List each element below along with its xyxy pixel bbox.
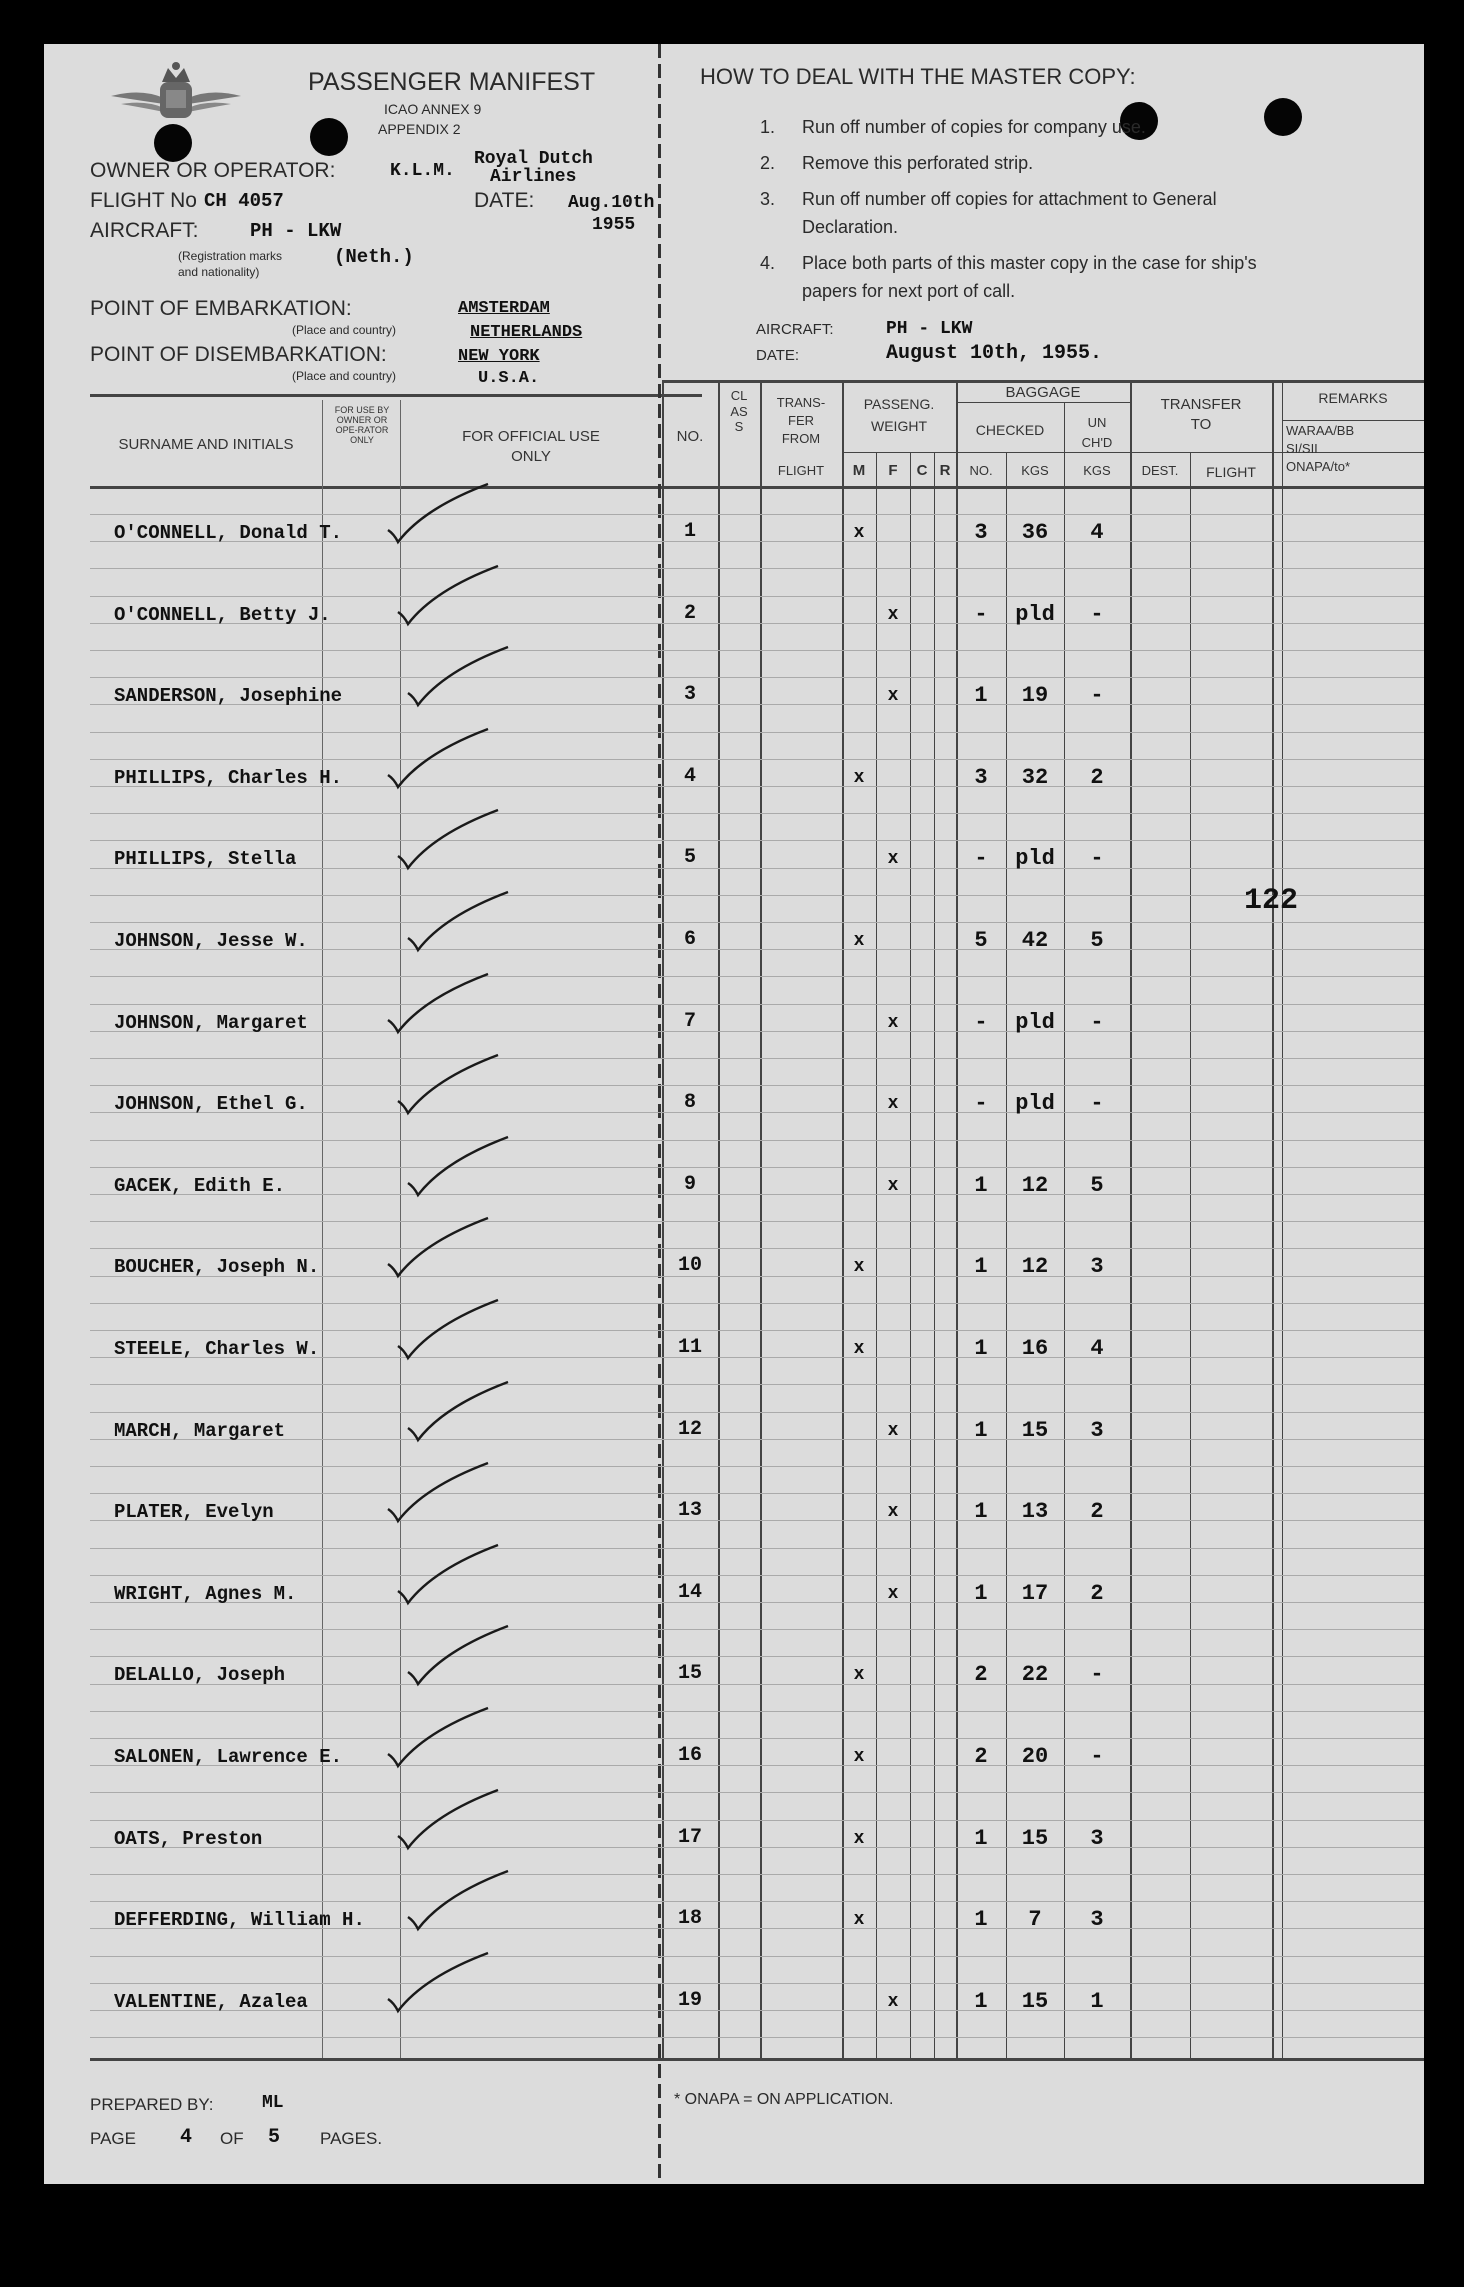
unchecked-kgs: - — [1090, 1662, 1104, 1688]
col-divider — [322, 400, 323, 2058]
ruled-line — [90, 1085, 1424, 1086]
check-mark — [404, 1620, 514, 1690]
weight-mark: x — [887, 1583, 899, 1604]
header-unchecked-kgs: KGS — [1083, 463, 1111, 478]
ruled-line — [90, 840, 1424, 841]
col-divider — [718, 380, 720, 2058]
date-value: Aug.10th — [568, 193, 655, 213]
checked-kgs: 15 — [1021, 1825, 1049, 1851]
ruled-line — [90, 1792, 1424, 1793]
owner-value: K.L.M. — [390, 161, 455, 181]
header-baggage: BAGGAGE — [1005, 384, 1081, 401]
ruled-line — [90, 1330, 1424, 1331]
unchecked-kgs: 4 — [1090, 520, 1104, 545]
col-divider — [910, 452, 911, 2058]
ruled-line — [90, 1820, 1424, 1821]
page-number: 4 — [180, 2126, 193, 2149]
passenger-number: 16 — [677, 1744, 702, 1767]
check-mark — [394, 1049, 504, 1119]
checked-kgs: 32 — [1021, 764, 1049, 790]
embarkation-label: POINT OF EMBARKATION: — [90, 297, 352, 320]
aircraft-value-right: PH - LKW — [886, 319, 973, 339]
ruled-line — [90, 1194, 1424, 1195]
weight-mark: x — [887, 1094, 899, 1115]
checked-kgs: 12 — [1021, 1254, 1049, 1280]
checked-bags: 3 — [974, 520, 988, 545]
passenger-name: SALONEN, Lawrence E. — [114, 1746, 343, 1768]
passenger-name: STEELE, Charles W. — [114, 1338, 320, 1360]
header-dest: DEST. — [1141, 463, 1179, 478]
ruled-line — [90, 1738, 1424, 1739]
instruction-4-num: 4. — [760, 253, 776, 273]
ruled-line — [90, 1575, 1424, 1576]
header-transfer-from-4: FLIGHT — [777, 463, 825, 478]
passenger-name: JOHNSON, Ethel G. — [114, 1093, 308, 1116]
header-transfer-from-3: FROM — [781, 431, 821, 446]
col-divider — [760, 380, 762, 2058]
ruled-line — [90, 1439, 1424, 1440]
check-mark — [404, 1865, 514, 1935]
check-mark — [384, 968, 494, 1038]
checked-bags: 2 — [974, 1662, 988, 1688]
header-c: C — [916, 462, 928, 479]
check-mark — [404, 1131, 514, 1201]
col-divider — [1190, 452, 1191, 2058]
passenger-name: JOHNSON, Margaret — [114, 1011, 308, 1034]
checked-bags: 1 — [974, 683, 988, 709]
checked-kgs: 12 — [1021, 1172, 1049, 1198]
header-remarks-3: SI/SII — [1286, 441, 1318, 456]
checked-bags: 1 — [974, 1172, 988, 1198]
registration-note: (Registration marks — [178, 249, 283, 263]
header-no: NO. — [676, 428, 704, 445]
ruled-line — [90, 1711, 1424, 1712]
instructions-title: HOW TO DEAL WITH THE MASTER COPY: — [700, 64, 1136, 89]
header-bottom-rule — [90, 486, 1424, 489]
header-class: CLASS — [730, 388, 748, 435]
flight-value: CH 4057 — [204, 190, 284, 212]
embarkation-country: NETHERLANDS — [470, 323, 583, 342]
perforation-line — [658, 44, 661, 2184]
ruled-line — [90, 895, 1424, 896]
ruled-line — [90, 922, 1424, 923]
passenger-name: O'CONNELL, Donald T. — [114, 522, 343, 544]
ruled-line — [90, 1901, 1424, 1902]
weight-mark: x — [887, 1502, 899, 1523]
check-mark — [394, 560, 504, 630]
ruled-line — [90, 650, 1424, 651]
col-divider — [1282, 380, 1283, 2058]
instruction-1: Run off number of copies for company use. — [802, 117, 1146, 137]
header-remarks: REMARKS — [1318, 390, 1388, 406]
passenger-number: 2 — [683, 601, 696, 625]
check-mark — [394, 1294, 504, 1364]
ruled-line — [90, 1058, 1424, 1059]
ruled-line — [90, 677, 1424, 678]
checked-kgs: pld — [1015, 846, 1055, 872]
checked-bags: - — [974, 1009, 988, 1035]
passenger-name: O'CONNELL, Betty J. — [114, 603, 331, 626]
weight-mark: x — [887, 604, 899, 625]
col-divider — [956, 380, 958, 2058]
checked-kgs: 13 — [1021, 1499, 1049, 1525]
weight-mark: x — [887, 849, 899, 870]
unchecked-kgs: - — [1090, 1009, 1104, 1035]
aircraft-label-right: AIRCRAFT: — [756, 321, 834, 338]
punch-hole — [1264, 98, 1302, 136]
passenger-name: BOUCHER, Joseph N. — [114, 1256, 320, 1279]
checked-bags: 1 — [974, 1988, 988, 2014]
passenger-number: 13 — [677, 1499, 702, 1523]
passenger-name: VALENTINE, Azalea — [114, 1990, 308, 2013]
header-passenger-weight-2: WEIGHT — [871, 418, 927, 434]
checked-kgs: 19 — [1021, 683, 1049, 709]
ruled-line — [90, 1303, 1424, 1304]
disembarkation-place: NEW YORK — [458, 347, 540, 366]
instruction-3-cont: Declaration. — [802, 217, 899, 237]
passenger-name: GACEK, Edith E. — [114, 1174, 286, 1197]
unchecked-kgs: 5 — [1090, 1172, 1104, 1198]
checked-bags: 3 — [974, 764, 988, 790]
passenger-number: 10 — [677, 1254, 702, 1278]
instruction-3-num: 3. — [760, 189, 776, 209]
onapa-note: * ONAPA = ON APPLICATION. — [674, 2091, 894, 2108]
unchecked-kgs: 2 — [1090, 1580, 1104, 1606]
checked-kgs: 17 — [1021, 1580, 1049, 1606]
unchecked-kgs: 2 — [1090, 1499, 1104, 1525]
unchecked-kgs: 5 — [1090, 928, 1104, 953]
weight-mark: x — [853, 1339, 865, 1359]
checked-bags: 1 — [974, 1417, 988, 1443]
header-flight: FLIGHT — [1206, 464, 1256, 480]
check-mark — [404, 886, 514, 956]
header-transfer-from: TRANS- — [776, 395, 826, 410]
checked-kgs: 36 — [1021, 520, 1049, 545]
owner-value-line1: Royal Dutch — [474, 149, 593, 169]
prepared-by-label: PREPARED BY: — [90, 2095, 214, 2114]
header-passenger-weight: PASSENG. — [863, 396, 935, 412]
checked-bags: - — [974, 846, 988, 872]
ruled-line — [90, 1140, 1424, 1141]
ruled-line — [90, 1656, 1424, 1657]
unchecked-kgs: 2 — [1090, 764, 1104, 790]
header-remarks-4: ONAPA/to* — [1286, 459, 1351, 474]
check-mark — [404, 1376, 514, 1446]
check-mark — [384, 1212, 494, 1282]
weight-mark: x — [887, 686, 899, 707]
ruled-line — [90, 976, 1424, 977]
punch-hole — [310, 118, 348, 156]
weight-mark: x — [853, 767, 865, 788]
passenger-number: 7 — [683, 1009, 696, 1033]
passenger-number: 4 — [683, 764, 696, 788]
header-sub-rule — [1282, 420, 1424, 421]
ruled-line — [90, 1412, 1424, 1413]
ruled-line — [90, 568, 1424, 569]
checked-kgs: 16 — [1021, 1336, 1049, 1361]
header-owner-use: FOR USE BY OWNER OR OPE-RATOR ONLY — [334, 405, 390, 445]
remarks-number: 122 — [1244, 884, 1299, 918]
passenger-number: 18 — [677, 1907, 702, 1931]
header-transfer-to-2: TO — [1190, 416, 1212, 433]
checked-bags: 1 — [974, 1336, 988, 1361]
passenger-number: 12 — [677, 1417, 702, 1441]
embarkation-place: AMSTERDAM — [458, 299, 550, 318]
check-mark — [394, 1784, 504, 1854]
weight-mark: x — [887, 1420, 899, 1441]
checked-bags: - — [974, 601, 988, 627]
check-mark — [384, 478, 494, 548]
instruction-4: Place both parts of this master copy in the case for ship's — [802, 253, 1257, 273]
passenger-name: OATS, Preston — [114, 1827, 263, 1850]
passenger-name: DEFFERDING, William H. — [114, 1909, 365, 1932]
passenger-number: 3 — [683, 683, 696, 707]
header-sub-rule — [956, 402, 1130, 403]
ruled-line — [90, 1520, 1424, 1521]
disembarkation-label: POINT OF DISEMBARKATION: — [90, 343, 387, 366]
passenger-name: DELALLO, Joseph — [114, 1664, 286, 1687]
unchecked-kgs: 3 — [1090, 1417, 1104, 1443]
passenger-name: PHILLIPS, Charles H. — [114, 766, 343, 789]
date-label-right: DATE: — [756, 347, 800, 364]
passenger-name: SANDERSON, Josephine — [114, 685, 343, 708]
flight-label: FLIGHT No — [90, 189, 197, 212]
ruled-line — [90, 732, 1424, 733]
ruled-line — [90, 759, 1424, 760]
ruled-line — [90, 1548, 1424, 1549]
ruled-line — [90, 1983, 1424, 1984]
header-m: M — [852, 462, 866, 479]
header-transfer-from-2: FER — [788, 413, 814, 428]
aircraft-value: PH - LKW — [250, 220, 342, 242]
instruction-3: Run off number off copies for attachment to General — [802, 189, 1217, 209]
instruction-4-cont: papers for next port of call. — [802, 281, 1016, 301]
checked-kgs: pld — [1015, 1009, 1055, 1035]
header-transfer-to: TRANSFER — [1160, 396, 1242, 413]
weight-mark: x — [853, 1747, 865, 1767]
ruled-line — [90, 596, 1424, 597]
header-f: F — [888, 462, 898, 479]
table-bottom-rule — [90, 2058, 1424, 2061]
check-mark — [394, 1539, 504, 1609]
ruled-line — [90, 1847, 1424, 1848]
checked-kgs: 42 — [1021, 928, 1049, 953]
unchecked-kgs: 3 — [1090, 1254, 1104, 1280]
col-divider — [1130, 380, 1132, 2058]
unchecked-kgs: - — [1090, 846, 1104, 872]
disembarkation-note: (Place and country) — [292, 369, 397, 383]
check-mark — [384, 1457, 494, 1527]
ruled-line — [90, 1221, 1424, 1222]
checked-kgs: pld — [1015, 601, 1055, 627]
unchecked-kgs: 3 — [1090, 1825, 1104, 1851]
check-mark — [384, 1947, 494, 2017]
ruled-line — [90, 1248, 1424, 1249]
checked-bags: 1 — [974, 1825, 988, 1851]
header-remarks-2: WARAA/BB — [1286, 423, 1355, 438]
passenger-name: PLATER, Evelyn — [114, 1501, 274, 1524]
checked-kgs: 20 — [1021, 1744, 1049, 1769]
passenger-number: 14 — [677, 1580, 702, 1604]
passenger-number: 11 — [677, 1336, 702, 1359]
passenger-number: 1 — [683, 520, 696, 543]
manifest-title: PASSENGER MANIFEST — [308, 68, 596, 96]
owner-label: OWNER OR OPERATOR: — [90, 159, 336, 182]
col-divider — [842, 380, 844, 2058]
instruction-1-num: 1. — [760, 117, 776, 137]
weight-mark: x — [853, 1910, 865, 1931]
checked-bags: 2 — [974, 1744, 988, 1769]
passenger-name: WRIGHT, Agnes M. — [114, 1582, 297, 1605]
passenger-number: 17 — [677, 1825, 702, 1849]
of-label: OF — [220, 2129, 244, 2148]
ruled-line — [90, 1684, 1424, 1685]
embarkation-note: (Place and country) — [292, 323, 397, 337]
total-pages: 5 — [268, 2126, 281, 2149]
registration-value: (Neth.) — [334, 246, 414, 268]
checked-kgs: 22 — [1021, 1662, 1049, 1688]
passenger-name: MARCH, Margaret — [114, 1419, 286, 1442]
icao-annex: ICAO ANNEX 9 — [384, 101, 482, 117]
unchecked-kgs: 3 — [1090, 1907, 1104, 1933]
date-value-right: August 10th, 1955. — [886, 342, 1103, 365]
disembarkation-country: U.S.A. — [478, 369, 540, 388]
check-mark — [404, 641, 514, 711]
ruled-line — [90, 1004, 1424, 1005]
checked-bags: 1 — [974, 1254, 988, 1280]
ruled-line — [90, 1874, 1424, 1875]
owner-value-line2: Airlines — [490, 167, 577, 187]
date-year: 1955 — [592, 215, 636, 235]
ruled-line — [90, 813, 1424, 814]
klm-crown-logo — [106, 58, 246, 130]
passenger-number: 15 — [677, 1662, 702, 1686]
ruled-line — [90, 1167, 1424, 1168]
header-unchecked: UN — [1087, 415, 1107, 430]
col-divider — [662, 380, 664, 2058]
check-mark — [384, 1702, 494, 1772]
header-bag-no: NO. — [969, 463, 993, 478]
checked-bags: 1 — [974, 1499, 988, 1525]
weight-mark: x — [853, 523, 865, 543]
unchecked-kgs: - — [1090, 1091, 1104, 1117]
prepared-by-value: ML — [262, 2093, 284, 2113]
header-bag-kgs: KGS — [1021, 463, 1049, 478]
col-divider — [1272, 380, 1274, 2058]
passenger-name: JOHNSON, Jesse W. — [114, 930, 308, 952]
header-r: R — [939, 462, 951, 479]
checked-kgs: pld — [1015, 1091, 1055, 1117]
weight-mark: x — [853, 1257, 865, 1278]
check-mark — [394, 804, 504, 874]
checked-kgs: 15 — [1021, 1417, 1049, 1443]
weight-mark: x — [887, 1175, 899, 1196]
passenger-number: 6 — [683, 928, 696, 951]
ruled-line — [90, 514, 1424, 515]
table-top-rule — [90, 394, 702, 397]
aircraft-label: AIRCRAFT: — [90, 219, 199, 242]
header-surname: SURNAME AND INITIALS — [118, 436, 294, 453]
weight-mark: x — [853, 931, 865, 951]
header-checked: CHECKED — [975, 422, 1045, 438]
ruled-line — [90, 1956, 1424, 1957]
header-sub-rule — [842, 452, 956, 453]
checked-bags: - — [974, 1091, 988, 1117]
header-official-use-2: ONLY — [511, 448, 551, 465]
page-label: PAGE — [90, 2129, 136, 2148]
date-label: DATE: — [474, 189, 535, 212]
unchecked-kgs: - — [1090, 683, 1104, 709]
instruction-2: Remove this perforated strip. — [802, 153, 1034, 173]
weight-mark: x — [853, 1665, 865, 1686]
table-top-rule — [664, 380, 1424, 383]
passenger-name: PHILLIPS, Stella — [114, 848, 297, 871]
checked-kgs: 15 — [1021, 1988, 1049, 2014]
checked-kgs: 7 — [1028, 1907, 1042, 1933]
col-divider — [934, 452, 935, 2058]
unchecked-kgs: - — [1090, 1744, 1104, 1769]
passenger-number: 19 — [677, 1988, 702, 2012]
manifest-page — [44, 44, 1424, 2184]
checked-bags: 1 — [974, 1907, 988, 1933]
check-mark — [384, 723, 494, 793]
ruled-line — [90, 1493, 1424, 1494]
header-unchecked-2: CH'D — [1081, 435, 1113, 450]
instruction-2-num: 2. — [760, 153, 776, 173]
ruled-line — [90, 1384, 1424, 1385]
passenger-number: 9 — [683, 1172, 696, 1196]
unchecked-kgs: 4 — [1090, 1336, 1104, 1361]
unchecked-kgs: 1 — [1090, 1988, 1104, 2014]
unchecked-kgs: - — [1090, 601, 1104, 627]
weight-mark: x — [887, 1991, 899, 2012]
ruled-line — [90, 1629, 1424, 1630]
registration-note-2: and nationality) — [178, 265, 260, 279]
appendix: APPENDIX 2 — [378, 121, 461, 137]
passenger-number: 8 — [683, 1091, 696, 1115]
ruled-line — [90, 2037, 1424, 2038]
pages-label: PAGES. — [320, 2129, 383, 2148]
checked-bags: 5 — [974, 928, 988, 953]
ruled-line — [90, 1466, 1424, 1467]
weight-mark: x — [853, 1828, 865, 1849]
passenger-number: 5 — [683, 846, 696, 870]
weight-mark: x — [887, 1012, 899, 1033]
header-official-use: FOR OFFICIAL USE — [462, 428, 600, 445]
checked-bags: 1 — [974, 1580, 988, 1606]
